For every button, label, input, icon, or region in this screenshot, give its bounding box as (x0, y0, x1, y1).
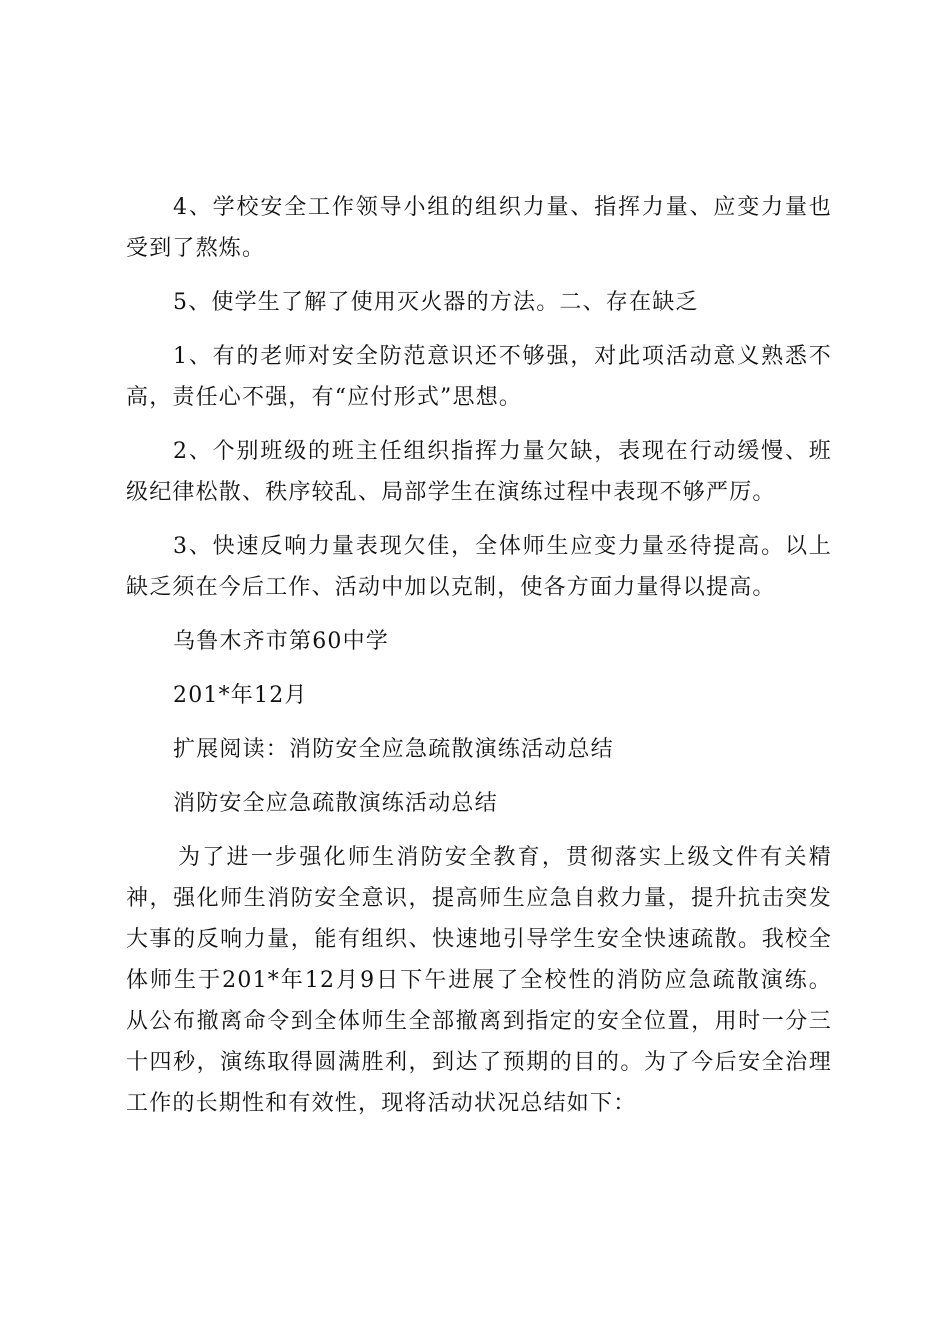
paragraph-shortcoming-1: 1、有的老师对安全防范意识还不够强，对此项活动意义熟悉不高，责任心不强，有“应付形式”思想。 (126, 344, 832, 410)
paragraph-item-5-and-shortcomings-heading: 5、使学生了解了使用灭火器的方法。二、存在缺乏 (173, 290, 699, 315)
school-signature: 乌鲁木齐市第60中学 (173, 629, 389, 654)
paragraph-item-4: 4、学校安全工作领导小组的组织力量、指挥力量、应变力量也受到了熬炼。 (126, 195, 832, 261)
paragraph-shortcoming-3: 3、快速反响力量表现欠佳，全体师生应变力量丞待提高。以上缺乏须在今后工作、活动中加以克制，使各方面力量得以提高。 (126, 534, 832, 600)
extended-reading-title: 扩展阅读：消防安全应急疏散演练活动总结 (173, 737, 614, 762)
paragraph-shortcoming-2: 2、个别班级的班主任组织指挥力量欠缺，表现在行动缓慢、班级纪律松散、秩序较乱、局部学生在演练过程中表现不够严厉。 (126, 439, 832, 505)
document-date: 201*年12月 (173, 683, 308, 708)
section-title: 消防安全应急疏散演练活动总结 (173, 791, 498, 816)
summary-intro-paragraph: 为了进一步强化师生消防安全教育，贯彻落实上级文件有关精神，强化师生消防安全意识，提高师生应急自救力量，提升抗击突发大事的反响力量，能有组织、快速地引导学生安全快速疏散。我校全体师生于201*年12月9日下午进展了全校性的消防应急疏散演练。从公布撤离命令到全体师生全部撤离到指定的安全位置，用时一分三十四秒，演练取得圆满胜利，到达了预期的目的。为了今后安全治理工作的长期性和有效性，现将活动状况总结如下： (126, 845, 832, 1116)
document-body (126, 187, 832, 1137)
